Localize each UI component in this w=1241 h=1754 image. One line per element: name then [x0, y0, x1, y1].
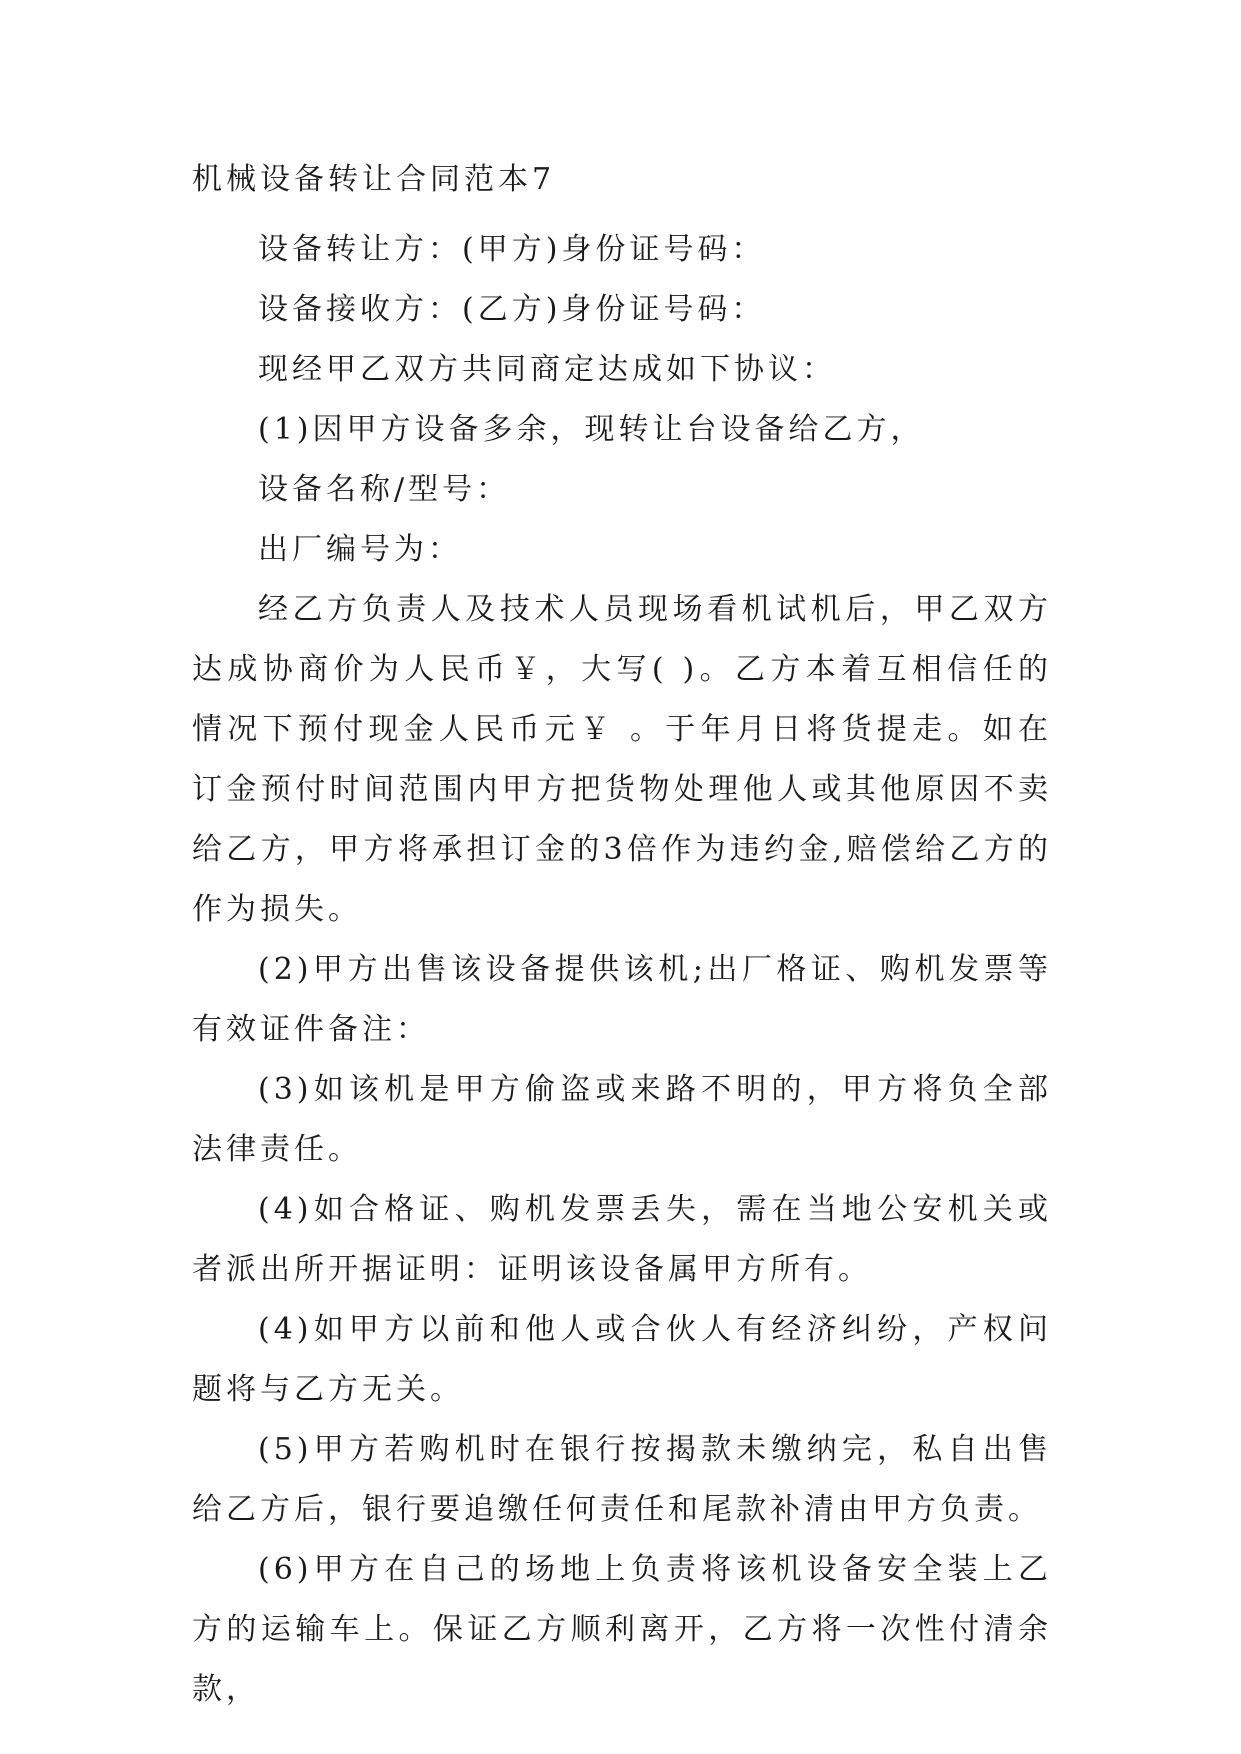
- paragraph-price-deposit: 经乙方负责人及技术人员现场看机试机后，甲乙双方达成协商价为人民币￥，大写( )。乙方本着互相信任的情况下预付现金人民币元￥ 。于年月日将货提走。如在订金预付时间范围内甲方把货物处理他人或其他原因不卖给乙方，甲方将承担订金的3倍作为违约金,赔偿给乙方的作为损失。: [192, 592, 1052, 927]
- document-body: [192, 220, 1052, 1720]
- document-title: 机械设备转让合同范本7: [192, 162, 556, 197]
- paragraph-clause-2: (2)甲方出售该设备提供该机;出厂格证、购机发票等有效证件备注：: [192, 952, 1052, 1047]
- paragraph-clause-4a: (4)如合格证、购机发票丢失，需在当地公安机关或者派出所开据证明：证明该设备属甲方所有。: [192, 1192, 1052, 1287]
- paragraph-serial-number: 出厂编号为：: [258, 532, 462, 567]
- paragraph-transferor: 设备转让方：(甲方)身份证号码：: [258, 232, 766, 267]
- paragraph-equipment-model: 设备名称/型号：: [258, 472, 511, 507]
- paragraph-receiver: 设备接收方：(乙方)身份证号码：: [258, 292, 766, 327]
- paragraph-clause-4b: (4)如甲方以前和他人或合伙人有经济纠纷，产权问题将与乙方无关。: [192, 1312, 1052, 1407]
- paragraph-clause-1: (1)因甲方设备多余，现转让台设备给乙方，: [258, 412, 925, 447]
- paragraph-clause-6: (6)甲方在自己的场地上负责将该机设备安全装上乙方的运输车上。保证乙方顺利离开，乙方将一次性付清余款，: [192, 1552, 1052, 1707]
- paragraph-clause-5: (5)甲方若购机时在银行按揭款未缴纳完，私自出售给乙方后，银行要追缴任何责任和尾款补清由甲方负责。: [192, 1432, 1052, 1527]
- paragraph-clause-3: (3)如该机是甲方偷盗或来路不明的，甲方将负全部法律责任。: [192, 1072, 1052, 1167]
- paragraph-agreement-intro: 现经甲乙双方共同商定达成如下协议：: [258, 352, 836, 387]
